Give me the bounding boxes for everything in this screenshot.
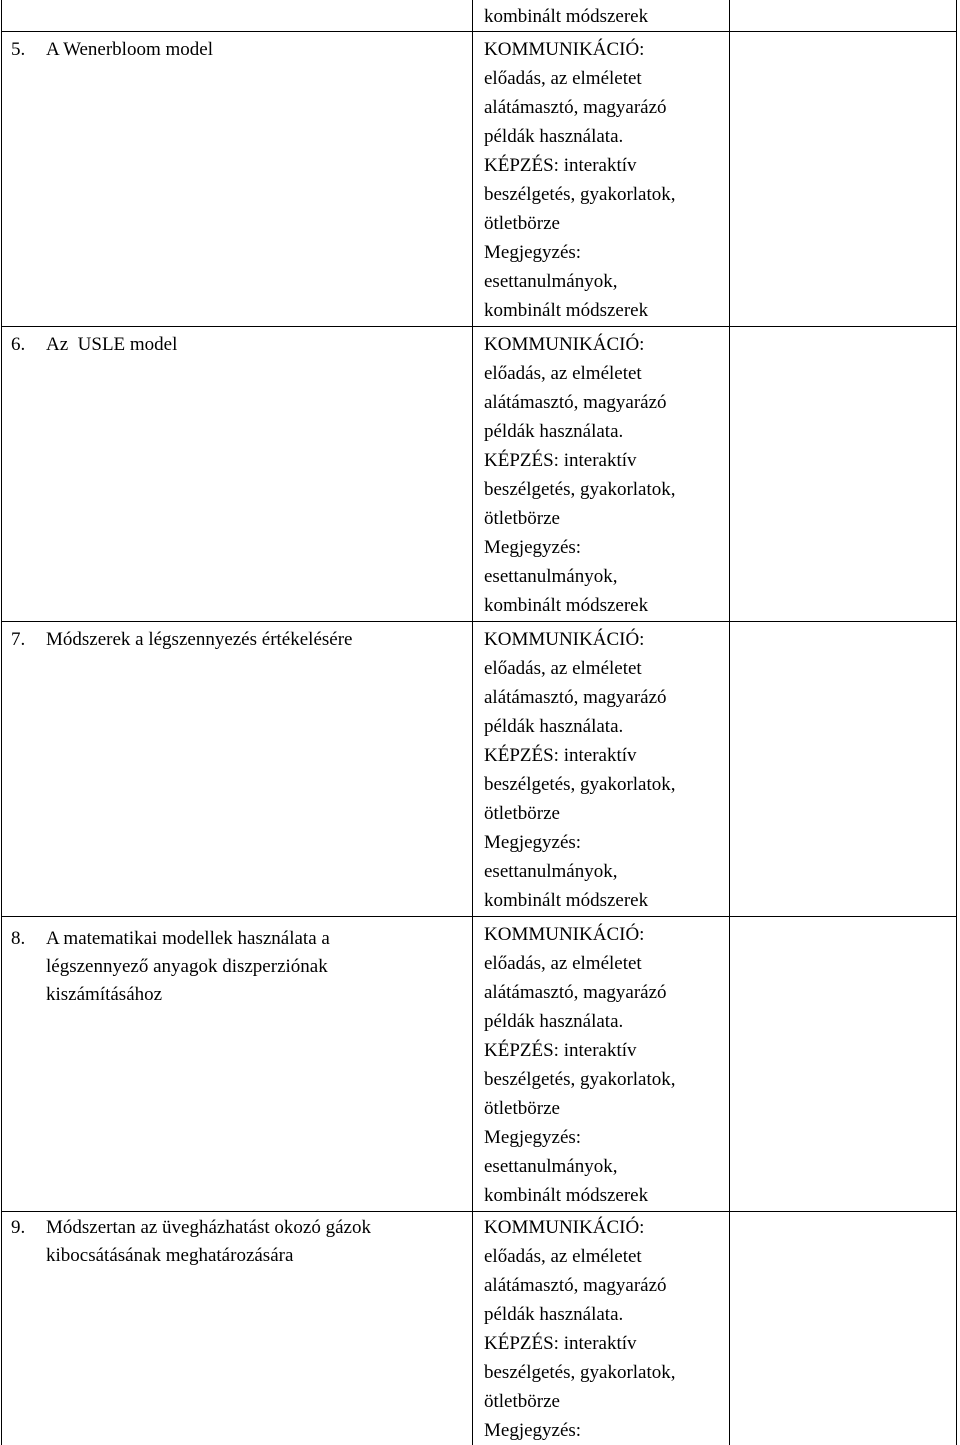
- communication-label: KOMMUNIKÁCIÓ:: [484, 330, 721, 359]
- communication-line: alátámasztó, magyarázó: [484, 93, 721, 122]
- topic-number: 5.: [11, 36, 46, 64]
- topic-cell: [2, 917, 473, 1212]
- empty-cell: [730, 327, 957, 622]
- training-line: beszélgetés, gyakorlatok,: [484, 475, 721, 504]
- training-line: ötletbörze: [484, 799, 721, 828]
- topic-title: Módszertan az üvegházhatást okozó gázok kibocsátásának meghatározására: [46, 1214, 446, 1270]
- communication-label: KOMMUNIKÁCIÓ:: [484, 1213, 721, 1242]
- empty-cell: [730, 917, 957, 1212]
- communication-line: alátámasztó, magyarázó: [484, 683, 721, 712]
- method-cell: [473, 622, 730, 917]
- note-line: kombinált módszerek: [484, 886, 721, 915]
- table-row: [2, 917, 957, 1212]
- method-cell: [473, 327, 730, 622]
- communication-line: példák használata.: [484, 417, 721, 446]
- table-row: [2, 622, 957, 917]
- training-line: beszélgetés, gyakorlatok,: [484, 770, 721, 799]
- method-cell: [473, 0, 730, 32]
- communication-line: előadás, az elméletet: [484, 949, 721, 978]
- topic-title: A Wenerbloom model: [46, 36, 472, 64]
- method-note-tail: kombinált módszerek: [484, 2, 721, 31]
- table-row: [2, 32, 957, 327]
- note-label: Megjegyzés:: [484, 828, 721, 857]
- table-row: [2, 327, 957, 622]
- topic-title: A matematikai modellek használata a légszennyező anyagok diszperziónak kiszámításához: [46, 925, 406, 1009]
- topic-cell: [2, 327, 473, 622]
- training-line: beszélgetés, gyakorlatok,: [484, 1358, 721, 1387]
- training-line: ötletbörze: [484, 504, 721, 533]
- table-row: [2, 1212, 957, 1445]
- training-line: beszélgetés, gyakorlatok,: [484, 1065, 721, 1094]
- communication-line: példák használata.: [484, 1300, 721, 1329]
- empty-cell: [730, 0, 957, 32]
- communication-line: előadás, az elméletet: [484, 359, 721, 388]
- note-line: esettanulmányok,: [484, 1152, 721, 1181]
- method-cell: [473, 32, 730, 327]
- communication-line: alátámasztó, magyarázó: [484, 1271, 721, 1300]
- topic-number: 6.: [11, 331, 46, 359]
- communication-line: alátámasztó, magyarázó: [484, 978, 721, 1007]
- note-line: esettanulmányok,: [484, 267, 721, 296]
- topic-number: 7.: [11, 626, 46, 654]
- communication-line: előadás, az elméletet: [484, 654, 721, 683]
- topic-cell: [2, 1212, 473, 1445]
- topic-number: 8.: [11, 925, 46, 1009]
- communication-line: előadás, az elméletet: [484, 64, 721, 93]
- communication-line: példák használata.: [484, 122, 721, 151]
- note-line: kombinált módszerek: [484, 296, 721, 325]
- training-label: KÉPZÉS: interaktív: [484, 1036, 721, 1065]
- communication-line: példák használata.: [484, 1007, 721, 1036]
- communication-line: alátámasztó, magyarázó: [484, 388, 721, 417]
- topic-title: Az USLE model: [46, 331, 472, 359]
- communication-line: példák használata.: [484, 712, 721, 741]
- communication-label: KOMMUNIKÁCIÓ:: [484, 625, 721, 654]
- training-label: KÉPZÉS: interaktív: [484, 446, 721, 475]
- note-label: Megjegyzés:: [484, 1123, 721, 1152]
- empty-cell: [730, 32, 957, 327]
- communication-line: előadás, az elméletet: [484, 1242, 721, 1271]
- empty-cell: [730, 622, 957, 917]
- training-label: KÉPZÉS: interaktív: [484, 151, 721, 180]
- note-label: Megjegyzés:: [484, 533, 721, 562]
- note-line: kombinált módszerek: [484, 591, 721, 620]
- training-label: KÉPZÉS: interaktív: [484, 1329, 721, 1358]
- note-line: esettanulmányok,: [484, 857, 721, 886]
- empty-cell: [730, 1212, 957, 1445]
- course-method-table: [1, 0, 957, 1445]
- training-line: ötletbörze: [484, 1094, 721, 1123]
- method-cell: [473, 1212, 730, 1445]
- training-line: beszélgetés, gyakorlatok,: [484, 180, 721, 209]
- training-line: ötletbörze: [484, 209, 721, 238]
- training-line: ötletbörze: [484, 1387, 721, 1416]
- note-line: esettanulmányok,: [484, 562, 721, 591]
- communication-label: KOMMUNIKÁCIÓ:: [484, 35, 721, 64]
- topic-cell: [2, 622, 473, 917]
- note-label: Megjegyzés:: [484, 1416, 721, 1445]
- communication-label: KOMMUNIKÁCIÓ:: [484, 920, 721, 949]
- table-row: [2, 0, 957, 32]
- training-label: KÉPZÉS: interaktív: [484, 741, 721, 770]
- note-line: kombinált módszerek: [484, 1181, 721, 1210]
- topic-cell: [2, 32, 473, 327]
- note-label: Megjegyzés:: [484, 238, 721, 267]
- topic-number: 9.: [11, 1214, 46, 1270]
- method-cell: [473, 917, 730, 1212]
- topic-title: Módszerek a légszennyezés értékelésére: [46, 626, 472, 654]
- topic-cell: [2, 0, 473, 32]
